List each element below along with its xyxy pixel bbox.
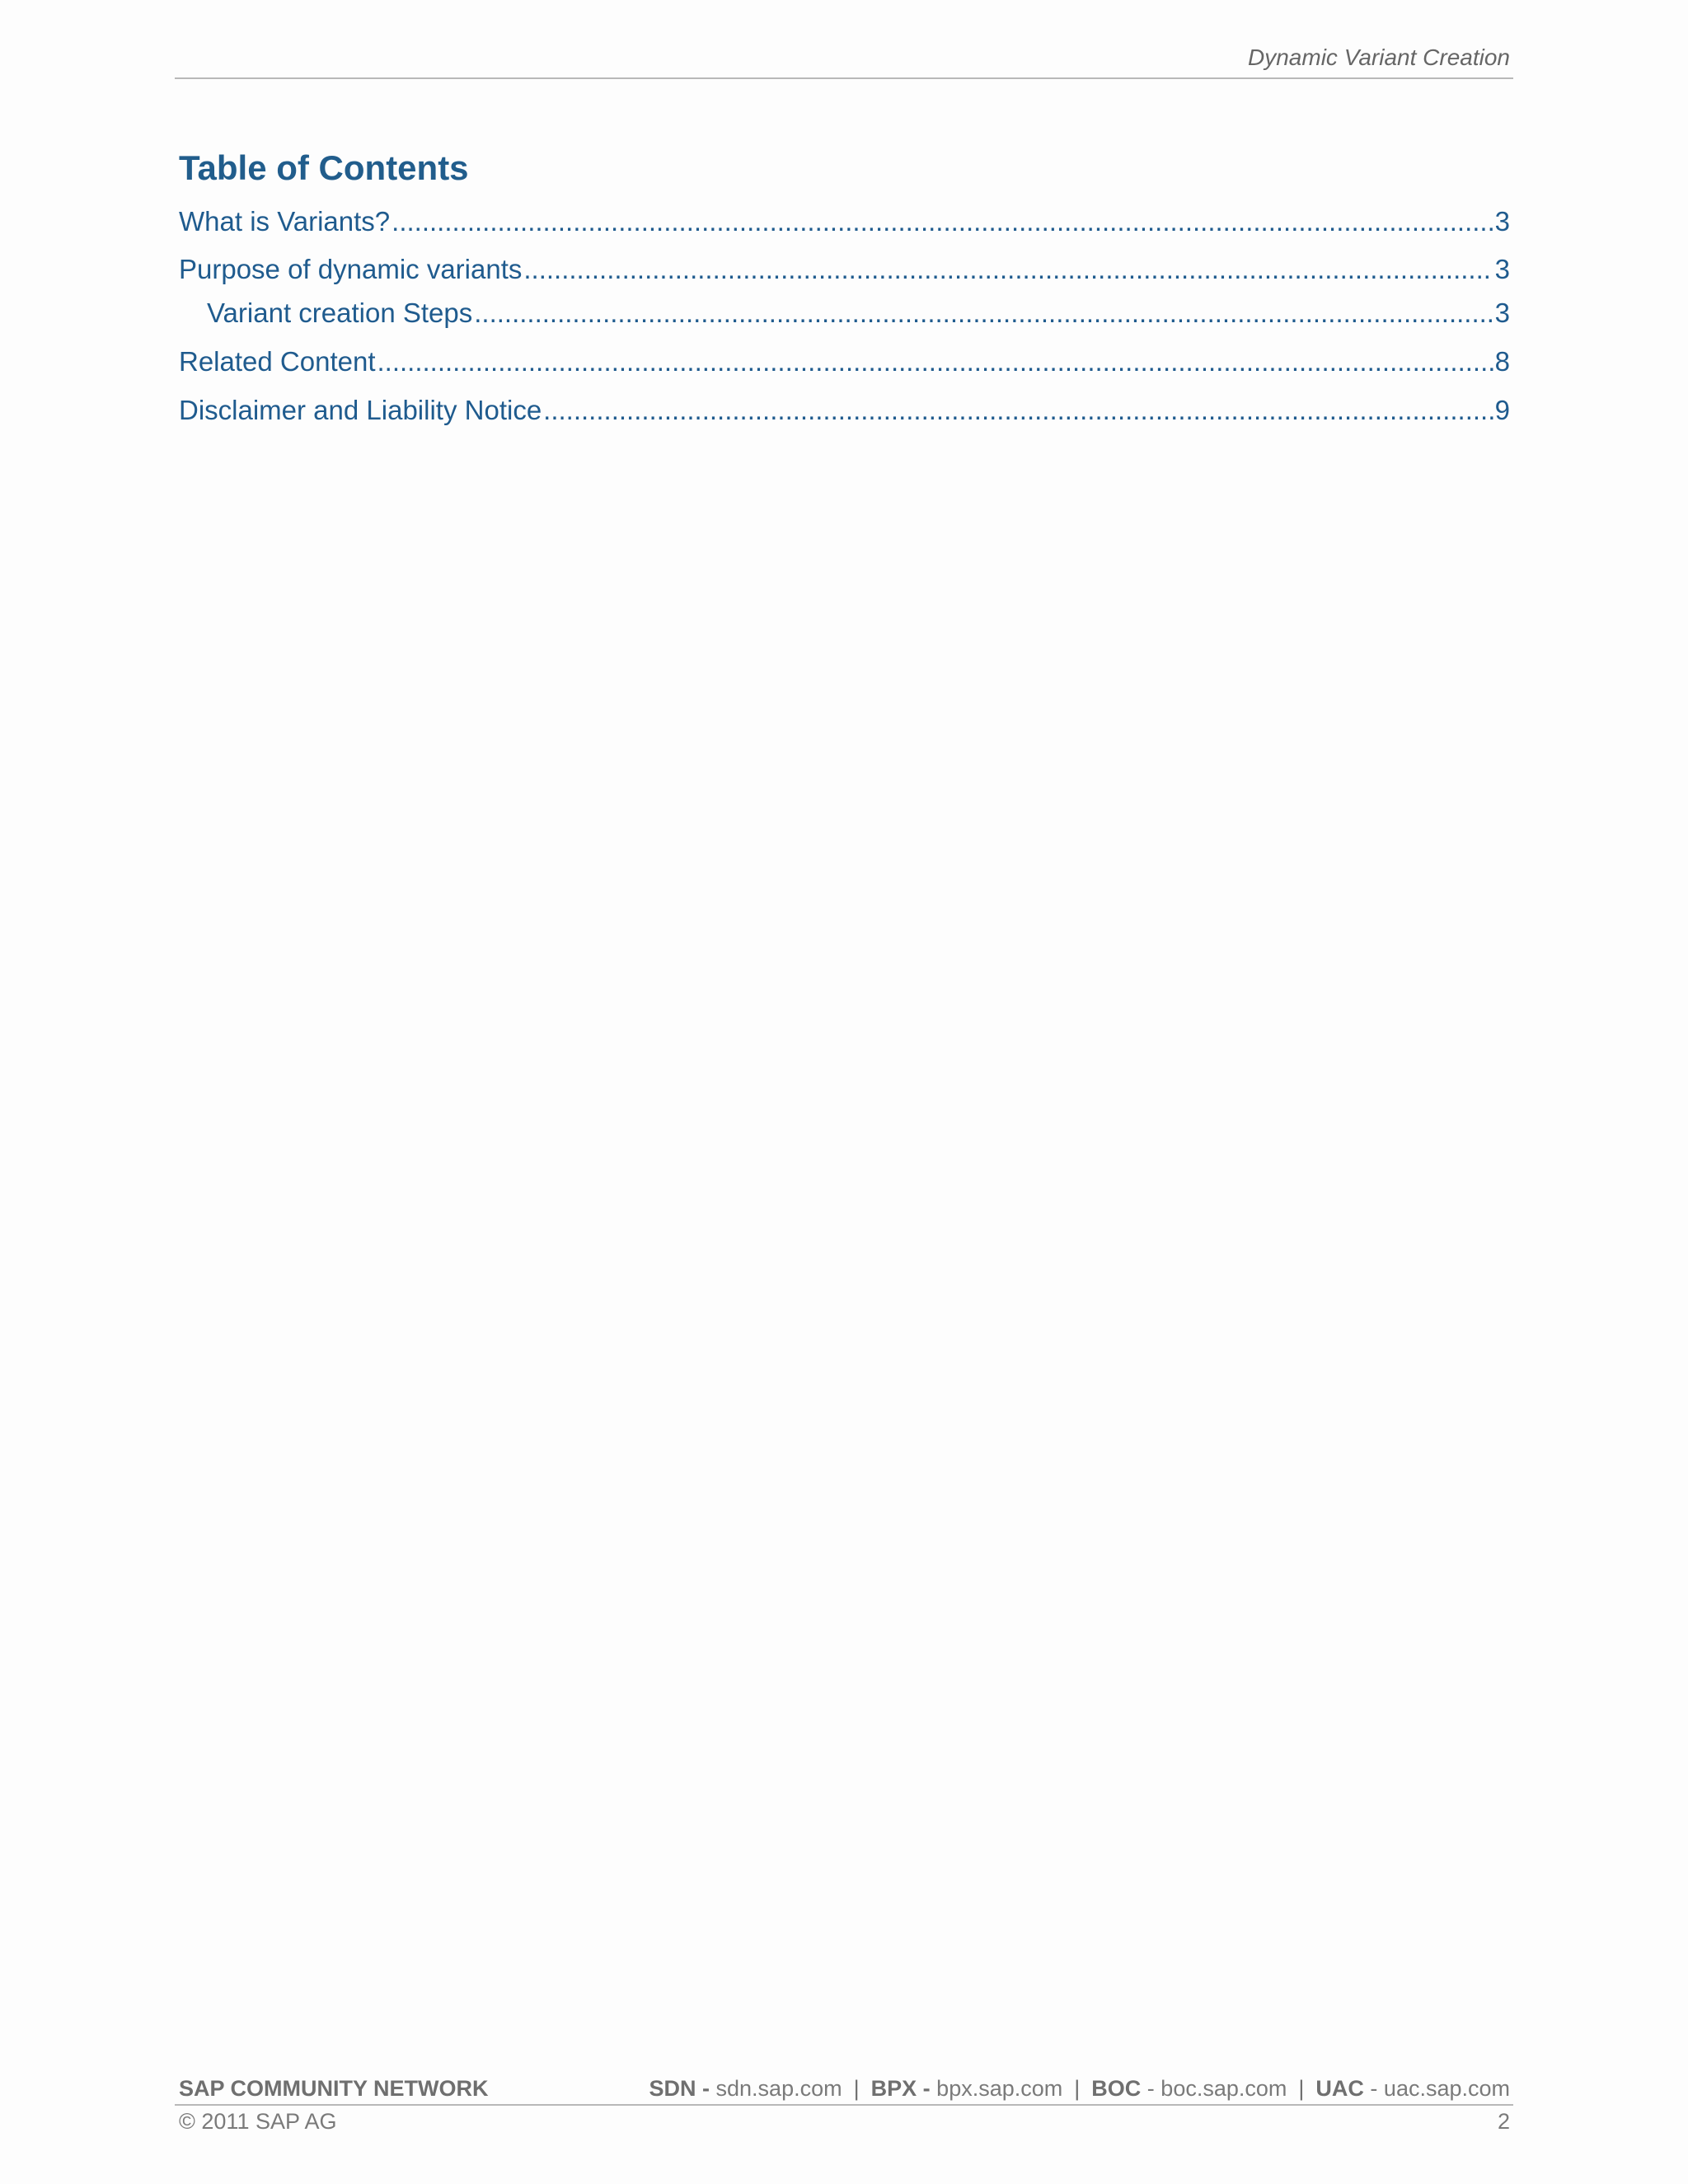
toc-heading: Table of Contents <box>179 148 469 187</box>
footer-link-divider: | <box>853 2076 860 2101</box>
header-divider <box>175 77 1513 79</box>
toc-dot-leader <box>543 396 1493 424</box>
toc-entry-disclaimer-and-liability-notice[interactable] <box>179 396 1510 424</box>
footer-link-divider: | <box>1298 2076 1305 2101</box>
running-header-title: Dynamic Variant Creation <box>1248 45 1510 70</box>
toc-entry-label: Purpose of dynamic variants <box>179 254 523 284</box>
footer-link-sdn[interactable]: SDN - sdn.sap.com <box>649 2076 842 2101</box>
toc-entry-page: 3 <box>1494 206 1510 237</box>
footer-network-name: SAP COMMUNITY NETWORK <box>179 2076 489 2101</box>
toc-dot-leader <box>474 299 1493 326</box>
footer-link-boc[interactable]: BOC - boc.sap.com <box>1091 2076 1287 2101</box>
toc-entry-what-is-variants[interactable] <box>179 208 1510 235</box>
toc-entry-page: 3 <box>1494 298 1510 328</box>
footer-link-divider: | <box>1074 2076 1081 2101</box>
toc-entry-label: What is Variants? <box>179 206 391 237</box>
footer-link-bpx[interactable]: BPX - bpx.sap.com <box>870 2076 1063 2101</box>
toc-entry-label: Related Content <box>179 346 376 377</box>
footer-page-number: 2 <box>1497 2109 1510 2134</box>
toc-entry-label: Variant creation Steps <box>207 298 473 328</box>
footer-copyright: © 2011 SAP AG <box>179 2109 337 2134</box>
toc-dot-leader <box>392 208 1493 235</box>
footer-top-row <box>179 2078 1510 2100</box>
toc-dot-leader <box>523 255 1493 283</box>
footer-bottom-row <box>179 2111 1510 2133</box>
toc-entry-page: 3 <box>1494 254 1510 284</box>
toc-dot-leader <box>377 348 1493 375</box>
toc-entry-related-content[interactable] <box>179 348 1510 375</box>
toc-entry-page: 9 <box>1494 395 1510 425</box>
toc-entry-page: 8 <box>1494 346 1510 377</box>
toc-entry-purpose-of-dynamic-variants[interactable] <box>179 255 1510 283</box>
footer-link-uac[interactable]: UAC - uac.sap.com <box>1315 2076 1510 2101</box>
footer-divider <box>175 2104 1513 2106</box>
footer-site-links <box>649 2078 1510 2100</box>
toc-entry-label: Disclaimer and Liability Notice <box>179 395 542 425</box>
toc-entry-variant-creation-steps[interactable] <box>207 299 1510 326</box>
